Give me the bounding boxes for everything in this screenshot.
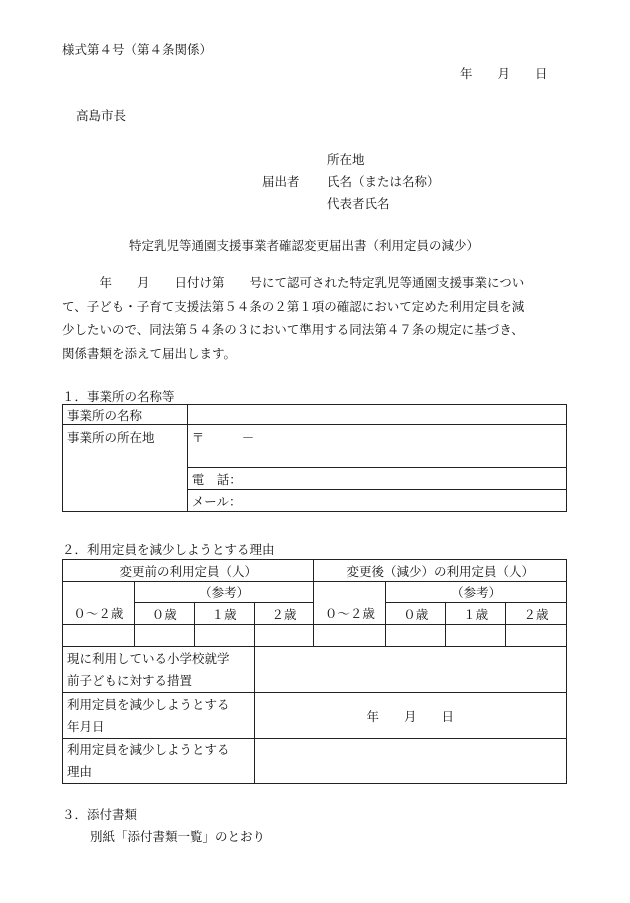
body-line: 年 月 日付け第 号にて認可された特定乳児等通園支援事業につい xyxy=(62,275,525,290)
after-value-0-2[interactable] xyxy=(314,625,386,647)
section2-heading: ２．利用定員を減少しようとする理由 xyxy=(62,542,275,557)
section3-heading: ３．添付書類 xyxy=(62,807,138,822)
after-age-2: ２歳 xyxy=(506,603,567,625)
body-line: 少したいので、同法第５４条の３において準用する同法第４７条の規定に基づき、 xyxy=(62,322,524,337)
facility-table xyxy=(62,404,567,512)
date-line: 年 月 日 xyxy=(460,66,548,81)
attachments-text: 別紙「添付書類一覧」のとおり xyxy=(90,829,266,844)
body-paragraph xyxy=(62,271,568,365)
capacity-table xyxy=(62,559,567,784)
section1-heading: １．事業所の名称等 xyxy=(62,389,175,404)
before-age-2: ２歳 xyxy=(254,603,314,625)
facility-name-label: 事業所の名称 xyxy=(63,405,188,425)
after-age-1: １歳 xyxy=(446,603,506,625)
email-field[interactable]: メール： xyxy=(187,490,566,512)
measures-label-line: 現に利用している小学校就学 xyxy=(67,650,230,666)
after-value-0[interactable] xyxy=(386,625,446,647)
applicant-label: 届出者 xyxy=(262,174,300,189)
reduction-reason-label-line: 利用定員を減少しようとする xyxy=(67,742,230,757)
body-line: て、子ども・子育て支援法第５４条の２第１項の確認において定めた利用定員を減 xyxy=(62,298,525,314)
reduction-reason-label xyxy=(63,739,255,784)
measures-value[interactable] xyxy=(254,647,566,693)
after-value-1[interactable] xyxy=(446,625,506,647)
before-capacity-header: 変更前の利用定員（人） xyxy=(63,560,314,582)
reduction-reason-label-line: 理由 xyxy=(67,764,93,779)
facility-name-value[interactable] xyxy=(187,405,566,425)
document-title: 特定乳児等通園支援事業者確認変更届出書（利用定員の減少） xyxy=(129,238,480,253)
before-age-0-2: ０～２歳 xyxy=(63,582,135,625)
facility-address-label: 事業所の所在地 xyxy=(63,425,188,512)
form-number: 様式第４号（第４条関係） xyxy=(62,42,213,57)
before-age-1: １歳 xyxy=(194,603,254,625)
reduction-date-label-line: 利用定員を減少しようとする xyxy=(67,696,230,712)
addressee: 高島市長 xyxy=(76,108,127,123)
reduction-reason-value[interactable] xyxy=(254,739,566,784)
after-age-0: ０歳 xyxy=(386,603,446,625)
reduction-date-label-line: 年月日 xyxy=(67,718,105,734)
after-reference: （参考） xyxy=(386,582,567,603)
body-line: 関係書類を添えて届出します。 xyxy=(62,345,237,361)
before-value-1[interactable] xyxy=(194,625,254,647)
before-value-2[interactable] xyxy=(254,625,314,647)
measures-label xyxy=(63,647,255,693)
after-age-0-2: ０～２歳 xyxy=(314,582,386,625)
applicant-address: 所在地 xyxy=(327,152,365,167)
after-value-2[interactable] xyxy=(506,625,567,647)
reduction-date-label xyxy=(63,693,255,739)
applicant-representative: 代表者氏名 xyxy=(327,196,390,211)
phone-field[interactable]: 電 話： xyxy=(187,468,566,490)
applicant-name: 氏名（または名称） xyxy=(327,174,440,189)
before-reference: （参考） xyxy=(134,582,314,603)
measures-label-line: 前子どもに対する措置 xyxy=(67,672,193,688)
reduction-date-value[interactable]: 年 月 日 xyxy=(254,693,566,739)
after-capacity-header: 変更後（減少）の利用定員（人） xyxy=(314,560,567,582)
before-age-0: ０歳 xyxy=(134,603,194,625)
postal-code-field[interactable]: 〒 － xyxy=(187,425,566,468)
before-value-0-2[interactable] xyxy=(63,625,135,647)
before-value-0[interactable] xyxy=(134,625,194,647)
